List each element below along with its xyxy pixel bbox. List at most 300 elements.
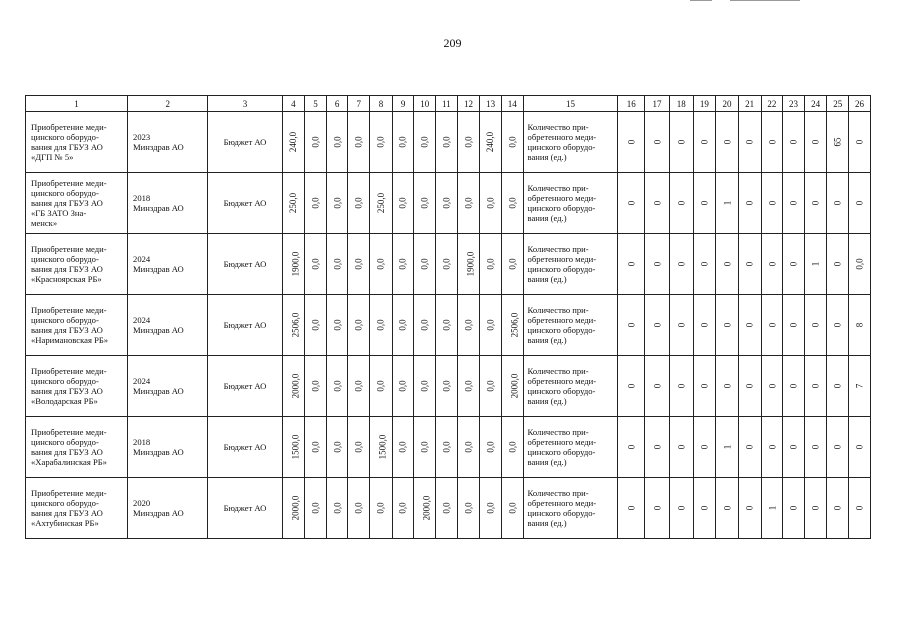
indicator-line: Количество при- bbox=[527, 488, 589, 498]
finance-cell-col-10 bbox=[414, 295, 436, 356]
count-cell-col-23 bbox=[783, 173, 805, 234]
table-row bbox=[26, 478, 871, 539]
count-value: 1 bbox=[722, 444, 733, 450]
measure-name-line: вания для ГБУЗ АО bbox=[31, 447, 103, 457]
count-cell-col-23 bbox=[783, 356, 805, 417]
finance-cell-col-10 bbox=[414, 234, 436, 295]
finance-value: 0,0 bbox=[507, 197, 518, 209]
funding-source-cell: Бюджет АО bbox=[208, 356, 282, 417]
count-value: 0 bbox=[676, 200, 687, 206]
count-cell-col-19 bbox=[693, 112, 716, 173]
finance-value: 1500,0 bbox=[377, 434, 388, 460]
finance-cell-col-9 bbox=[392, 234, 414, 295]
funding-source-cell: Бюджет АО bbox=[208, 112, 282, 173]
finance-value: 2000,0 bbox=[289, 373, 300, 399]
finance-cell-col-6 bbox=[326, 295, 348, 356]
finance-value: 0,0 bbox=[441, 502, 452, 514]
count-value: 0 bbox=[722, 505, 733, 511]
indicator-cell bbox=[523, 234, 618, 295]
finance-value: 0,0 bbox=[310, 258, 321, 270]
count-value: 0 bbox=[832, 505, 843, 511]
finance-value: 0,0 bbox=[398, 197, 409, 209]
page-number: 209 bbox=[443, 36, 462, 50]
finance-cell-col-11 bbox=[436, 112, 458, 173]
measure-name-cell bbox=[26, 234, 128, 295]
year: 2020 bbox=[133, 498, 151, 508]
count-value: 0 bbox=[810, 444, 821, 450]
count-cell-col-22 bbox=[761, 173, 783, 234]
column-header-9: 9 bbox=[392, 96, 414, 112]
finance-value: 0,0 bbox=[310, 319, 321, 331]
count-cell-col-26 bbox=[849, 234, 871, 295]
finance-cell-col-13 bbox=[480, 234, 502, 295]
count-cell-col-18 bbox=[669, 417, 693, 478]
finance-value: 0,0 bbox=[353, 502, 364, 514]
finance-cell-col-14 bbox=[501, 478, 523, 539]
measure-name-line: «Красноярская РБ» bbox=[31, 274, 102, 284]
finance-cell-col-9 bbox=[392, 112, 414, 173]
measure-name-line: вания для ГБУЗ АО bbox=[31, 508, 103, 518]
top-edge-marks bbox=[690, 0, 850, 2]
column-header-15: 15 bbox=[523, 96, 618, 112]
year: 2018 bbox=[133, 193, 151, 203]
measure-name-line: «Наримановская РБ» bbox=[31, 335, 109, 345]
measure-name-line: вания для ГБУЗ АО bbox=[31, 325, 103, 335]
count-cell-col-17 bbox=[645, 173, 670, 234]
finance-value: 0,0 bbox=[463, 380, 474, 392]
finance-value: 2000,0 bbox=[289, 495, 300, 521]
count-value: 8 bbox=[854, 322, 865, 328]
indicator-cell bbox=[523, 295, 618, 356]
indicator-line: обретенного меди- bbox=[527, 498, 597, 508]
column-header-2: 2 bbox=[128, 96, 208, 112]
finance-cell-col-13 bbox=[480, 173, 502, 234]
finance-cell-col-4 bbox=[282, 112, 305, 173]
count-value: 1 bbox=[810, 261, 821, 267]
finance-cell-col-6 bbox=[326, 356, 348, 417]
finance-cell-col-14 bbox=[501, 234, 523, 295]
finance-cell-col-14 bbox=[501, 417, 523, 478]
finance-cell-col-4 bbox=[282, 356, 305, 417]
finance-value: 0,0 bbox=[375, 258, 386, 270]
finance-value: 0,0 bbox=[441, 197, 452, 209]
count-cell-col-18 bbox=[669, 234, 693, 295]
count-value: 0 bbox=[744, 383, 755, 389]
count-cell-col-24 bbox=[804, 478, 827, 539]
column-header-18: 18 bbox=[669, 96, 693, 112]
table-row bbox=[26, 234, 871, 295]
count-value: 0 bbox=[832, 322, 843, 328]
finance-cell-col-10 bbox=[414, 112, 436, 173]
indicator-line: Количество при- bbox=[527, 305, 589, 315]
finance-value: 0,0 bbox=[463, 197, 474, 209]
count-cell-col-17 bbox=[645, 417, 670, 478]
finance-value: 0,0 bbox=[310, 502, 321, 514]
finance-cell-col-14 bbox=[501, 173, 523, 234]
count-value: 0 bbox=[788, 200, 799, 206]
indicator-line: цинского оборудо- bbox=[527, 325, 596, 335]
column-header-24: 24 bbox=[804, 96, 827, 112]
count-value: 0 bbox=[651, 200, 662, 206]
finance-cell-col-8 bbox=[370, 478, 393, 539]
finance-cell-col-4 bbox=[282, 234, 305, 295]
measure-name-line: вания для ГБУЗ АО bbox=[31, 198, 103, 208]
finance-cell-col-11 bbox=[436, 478, 458, 539]
count-cell-col-26 bbox=[849, 173, 871, 234]
count-cell-col-17 bbox=[645, 234, 670, 295]
count-cell-col-24 bbox=[804, 112, 827, 173]
column-header-12: 12 bbox=[457, 96, 480, 112]
count-cell-col-20 bbox=[716, 417, 739, 478]
count-cell-col-20 bbox=[716, 112, 739, 173]
count-cell-col-18 bbox=[669, 356, 693, 417]
count-cell-col-16 bbox=[618, 478, 645, 539]
indicator-line: вания (ед.) bbox=[527, 518, 567, 528]
count-cell-col-24 bbox=[804, 234, 827, 295]
measure-name-line: «Ахтубинская РБ» bbox=[31, 518, 99, 528]
finance-value: 0,0 bbox=[441, 441, 452, 453]
count-value: 0 bbox=[832, 200, 843, 206]
indicator-cell bbox=[523, 417, 618, 478]
count-cell-col-17 bbox=[645, 112, 670, 173]
measure-name-line: вания для ГБУЗ АО bbox=[31, 142, 103, 152]
count-value: 0 bbox=[722, 139, 733, 145]
year: 2024 bbox=[133, 254, 151, 264]
finance-value: 0,0 bbox=[485, 502, 496, 514]
column-header-13: 13 bbox=[480, 96, 502, 112]
finance-value: 0,0 bbox=[419, 136, 430, 148]
count-value: 0 bbox=[810, 322, 821, 328]
count-cell-col-22 bbox=[761, 417, 783, 478]
finance-value: 0,0 bbox=[353, 319, 364, 331]
count-cell-col-24 bbox=[804, 417, 827, 478]
table-row bbox=[26, 112, 871, 173]
finance-value: 0,0 bbox=[507, 441, 518, 453]
finance-cell-col-13 bbox=[480, 295, 502, 356]
finance-value: 0,0 bbox=[310, 441, 321, 453]
finance-cell-col-4 bbox=[282, 295, 305, 356]
finance-value: 0,0 bbox=[332, 136, 343, 148]
indicator-line: вания (ед.) bbox=[527, 457, 567, 467]
count-cell-col-20 bbox=[716, 478, 739, 539]
measure-name-line: вания для ГБУЗ АО bbox=[31, 264, 103, 274]
funding-source-cell: Бюджет АО bbox=[208, 234, 282, 295]
finance-value: 0,0 bbox=[332, 502, 343, 514]
measure-name-line: цинского оборудо- bbox=[31, 315, 99, 325]
count-cell-col-26 bbox=[849, 417, 871, 478]
count-cell-col-25 bbox=[827, 417, 849, 478]
measure-name-line: Приобретение меди- bbox=[31, 178, 107, 188]
finance-cell-col-7 bbox=[348, 295, 370, 356]
count-value: 0 bbox=[626, 139, 637, 145]
measure-name-line: «Володарская РБ» bbox=[31, 396, 98, 406]
measure-name-line: «Харабалинская РБ» bbox=[31, 457, 107, 467]
column-header-19: 19 bbox=[693, 96, 716, 112]
measure-name-line: Приобретение меди- bbox=[31, 427, 107, 437]
funding-source-cell: Бюджет АО bbox=[208, 173, 282, 234]
finance-cell-col-5 bbox=[305, 112, 327, 173]
column-header-22: 22 bbox=[761, 96, 783, 112]
count-cell-col-16 bbox=[618, 417, 645, 478]
measure-name-line: цинского оборудо- bbox=[31, 132, 99, 142]
finance-value: 0,0 bbox=[398, 258, 409, 270]
column-header-4: 4 bbox=[282, 96, 305, 112]
year: 2024 bbox=[133, 376, 151, 386]
finance-cell-col-5 bbox=[305, 173, 327, 234]
finance-cell-col-7 bbox=[348, 112, 370, 173]
finance-cell-col-10 bbox=[414, 173, 436, 234]
count-value: 0 bbox=[651, 139, 662, 145]
indicator-line: обретенного меди- bbox=[527, 437, 597, 447]
count-cell-col-16 bbox=[618, 295, 645, 356]
finance-value: 0,0 bbox=[485, 258, 496, 270]
indicator-line: обретенного меди- bbox=[527, 315, 597, 325]
finance-value: 0,0 bbox=[375, 502, 386, 514]
finance-cell-col-8 bbox=[370, 112, 393, 173]
finance-cell-col-8 bbox=[370, 173, 393, 234]
count-value: 0 bbox=[699, 383, 710, 389]
finance-value: 0,0 bbox=[463, 319, 474, 331]
column-header-20: 20 bbox=[716, 96, 739, 112]
finance-cell-col-7 bbox=[348, 234, 370, 295]
indicator-line: Количество при- bbox=[527, 244, 589, 254]
finance-cell-col-9 bbox=[392, 356, 414, 417]
count-value: 65 bbox=[832, 137, 843, 147]
finance-value: 1900,0 bbox=[289, 251, 300, 277]
count-value: 0 bbox=[744, 261, 755, 267]
count-cell-col-22 bbox=[761, 478, 783, 539]
indicator-line: обретенного меди- bbox=[527, 376, 597, 386]
indicator-cell bbox=[523, 173, 618, 234]
year-ministry-cell bbox=[128, 295, 208, 356]
count-value: 0 bbox=[810, 383, 821, 389]
count-cell-col-26 bbox=[849, 356, 871, 417]
measure-name-line: цинского оборудо- bbox=[31, 376, 99, 386]
finance-cell-col-7 bbox=[348, 478, 370, 539]
count-cell-col-16 bbox=[618, 356, 645, 417]
count-cell-col-25 bbox=[827, 234, 849, 295]
finance-value: 0,0 bbox=[332, 319, 343, 331]
count-cell-col-23 bbox=[783, 112, 805, 173]
finance-cell-col-14 bbox=[501, 356, 523, 417]
finance-value: 0,0 bbox=[441, 380, 452, 392]
count-value: 0 bbox=[651, 444, 662, 450]
count-cell-col-25 bbox=[827, 173, 849, 234]
header-row bbox=[26, 96, 871, 112]
count-cell-col-19 bbox=[693, 173, 716, 234]
year: 2023 bbox=[133, 132, 151, 142]
finance-value: 0,0 bbox=[398, 380, 409, 392]
column-header-25: 25 bbox=[827, 96, 849, 112]
finance-value: 1500,0 bbox=[289, 434, 300, 460]
count-cell-col-21 bbox=[738, 417, 761, 478]
finance-value: 0,0 bbox=[310, 197, 321, 209]
measure-name-line: цинского оборудо- bbox=[31, 254, 99, 264]
measure-name-line: Приобретение меди- bbox=[31, 366, 107, 376]
count-value: 0 bbox=[651, 505, 662, 511]
column-header-26: 26 bbox=[849, 96, 871, 112]
count-cell-col-17 bbox=[645, 478, 670, 539]
finance-cell-col-12 bbox=[457, 112, 480, 173]
count-cell-col-21 bbox=[738, 356, 761, 417]
count-value: 0 bbox=[676, 505, 687, 511]
count-value: 0 bbox=[626, 200, 637, 206]
finance-value: 0,0 bbox=[463, 502, 474, 514]
measure-name-cell bbox=[26, 417, 128, 478]
finance-cell-col-8 bbox=[370, 234, 393, 295]
finance-value: 240,0 bbox=[288, 131, 299, 153]
count-cell-col-20 bbox=[716, 356, 739, 417]
measure-name-line: Приобретение меди- bbox=[31, 305, 107, 315]
count-cell-col-21 bbox=[738, 234, 761, 295]
count-value: 0 bbox=[699, 200, 710, 206]
finance-cell-col-5 bbox=[305, 356, 327, 417]
table-row bbox=[26, 417, 871, 478]
indicator-line: вания (ед.) bbox=[527, 335, 567, 345]
count-cell-col-20 bbox=[716, 295, 739, 356]
finance-value: 0,0 bbox=[310, 380, 321, 392]
finance-value: 0,0 bbox=[485, 319, 496, 331]
count-cell-col-26 bbox=[849, 112, 871, 173]
finance-value: 0,0 bbox=[507, 502, 518, 514]
count-cell-col-25 bbox=[827, 112, 849, 173]
count-value: 0 bbox=[810, 200, 821, 206]
finance-value: 0,0 bbox=[332, 441, 343, 453]
count-cell-col-22 bbox=[761, 234, 783, 295]
count-cell-col-18 bbox=[669, 112, 693, 173]
count-cell-col-17 bbox=[645, 295, 670, 356]
column-header-5: 5 bbox=[305, 96, 327, 112]
count-cell-col-16 bbox=[618, 234, 645, 295]
count-value: 7 bbox=[854, 383, 865, 389]
year-ministry-cell bbox=[128, 112, 208, 173]
finance-cell-col-4 bbox=[282, 478, 305, 539]
finance-value: 1900,0 bbox=[465, 251, 476, 277]
ministry: Минздрав АО bbox=[133, 386, 184, 396]
count-cell-col-23 bbox=[783, 234, 805, 295]
finance-cell-col-9 bbox=[392, 417, 414, 478]
finance-value: 2000,0 bbox=[421, 495, 432, 521]
count-value: 0 bbox=[699, 261, 710, 267]
year-ministry-cell bbox=[128, 356, 208, 417]
finance-value: 0,0 bbox=[375, 136, 386, 148]
year-ministry-cell bbox=[128, 417, 208, 478]
count-cell-col-25 bbox=[827, 356, 849, 417]
finance-value: 0,0 bbox=[398, 136, 409, 148]
finance-value: 0,0 bbox=[353, 136, 364, 148]
count-value: 0 bbox=[744, 139, 755, 145]
finance-value: 0,0 bbox=[353, 380, 364, 392]
column-header-23: 23 bbox=[783, 96, 805, 112]
indicator-line: обретенного меди- bbox=[527, 193, 597, 203]
finance-cell-col-4 bbox=[282, 173, 305, 234]
finance-cell-col-6 bbox=[326, 234, 348, 295]
count-value: 0 bbox=[810, 505, 821, 511]
column-header-21: 21 bbox=[738, 96, 761, 112]
funding-source-cell: Бюджет АО bbox=[208, 295, 282, 356]
count-value: 0 bbox=[766, 261, 777, 267]
count-cell-col-18 bbox=[669, 173, 693, 234]
ministry: Минздрав АО bbox=[133, 447, 184, 457]
measure-name-line: менск» bbox=[31, 218, 58, 228]
measure-name-line: «ДГП № 5» bbox=[31, 152, 74, 162]
count-cell-col-18 bbox=[669, 478, 693, 539]
indicator-line: вания (ед.) bbox=[527, 152, 567, 162]
measure-name-line: «ГБ ЗАТО Зна- bbox=[31, 208, 87, 218]
count-cell-col-24 bbox=[804, 173, 827, 234]
indicator-line: обретенного меди- bbox=[527, 132, 597, 142]
finance-cell-col-12 bbox=[457, 173, 480, 234]
measure-name-line: Приобретение меди- bbox=[31, 488, 107, 498]
count-value: 0 bbox=[699, 139, 710, 145]
count-cell-col-22 bbox=[761, 295, 783, 356]
count-value: 0 bbox=[788, 139, 799, 145]
finance-cell-col-5 bbox=[305, 234, 327, 295]
finance-cell-col-9 bbox=[392, 478, 414, 539]
finance-cell-col-6 bbox=[326, 478, 348, 539]
finance-cell-col-11 bbox=[436, 417, 458, 478]
count-cell-col-19 bbox=[693, 478, 716, 539]
count-value: 0,0 bbox=[854, 258, 865, 270]
measure-name-line: Приобретение меди- bbox=[31, 244, 107, 254]
measure-name-cell bbox=[26, 112, 128, 173]
count-value: 0 bbox=[744, 322, 755, 328]
count-value: 0 bbox=[722, 322, 733, 328]
count-cell-col-17 bbox=[645, 356, 670, 417]
count-value: 0 bbox=[766, 383, 777, 389]
finance-cell-col-6 bbox=[326, 112, 348, 173]
count-cell-col-21 bbox=[738, 295, 761, 356]
finance-value: 0,0 bbox=[463, 136, 474, 148]
finance-cell-col-8 bbox=[370, 295, 393, 356]
count-cell-col-22 bbox=[761, 356, 783, 417]
finance-value: 0,0 bbox=[485, 441, 496, 453]
column-header-7: 7 bbox=[348, 96, 370, 112]
count-cell-col-26 bbox=[849, 295, 871, 356]
column-header-6: 6 bbox=[326, 96, 348, 112]
indicator-line: цинского оборудо- bbox=[527, 203, 596, 213]
finance-value: 0,0 bbox=[332, 380, 343, 392]
finance-value: 0,0 bbox=[375, 319, 386, 331]
finance-cell-col-12 bbox=[457, 478, 480, 539]
count-value: 0 bbox=[676, 322, 687, 328]
finance-value: 240,0 bbox=[485, 131, 496, 153]
count-cell-col-24 bbox=[804, 356, 827, 417]
count-value: 0 bbox=[832, 261, 843, 267]
finance-cell-col-8 bbox=[370, 417, 393, 478]
finance-value: 0,0 bbox=[353, 441, 364, 453]
count-cell-col-25 bbox=[827, 478, 849, 539]
count-value: 0 bbox=[626, 261, 637, 267]
finance-value: 0,0 bbox=[332, 197, 343, 209]
count-value: 0 bbox=[722, 261, 733, 267]
count-cell-col-25 bbox=[827, 295, 849, 356]
count-cell-col-16 bbox=[618, 112, 645, 173]
finance-cell-col-5 bbox=[305, 295, 327, 356]
count-cell-col-19 bbox=[693, 234, 716, 295]
finance-value: 0,0 bbox=[419, 319, 430, 331]
finance-cell-col-12 bbox=[457, 417, 480, 478]
count-cell-col-20 bbox=[716, 173, 739, 234]
count-value: 0 bbox=[651, 261, 662, 267]
indicator-line: обретенного меди- bbox=[527, 254, 597, 264]
finance-value: 0,0 bbox=[419, 380, 430, 392]
indicator-cell bbox=[523, 356, 618, 417]
year-ministry-cell bbox=[128, 173, 208, 234]
count-value: 0 bbox=[766, 322, 777, 328]
count-cell-col-19 bbox=[693, 295, 716, 356]
finance-cell-col-4 bbox=[282, 417, 305, 478]
